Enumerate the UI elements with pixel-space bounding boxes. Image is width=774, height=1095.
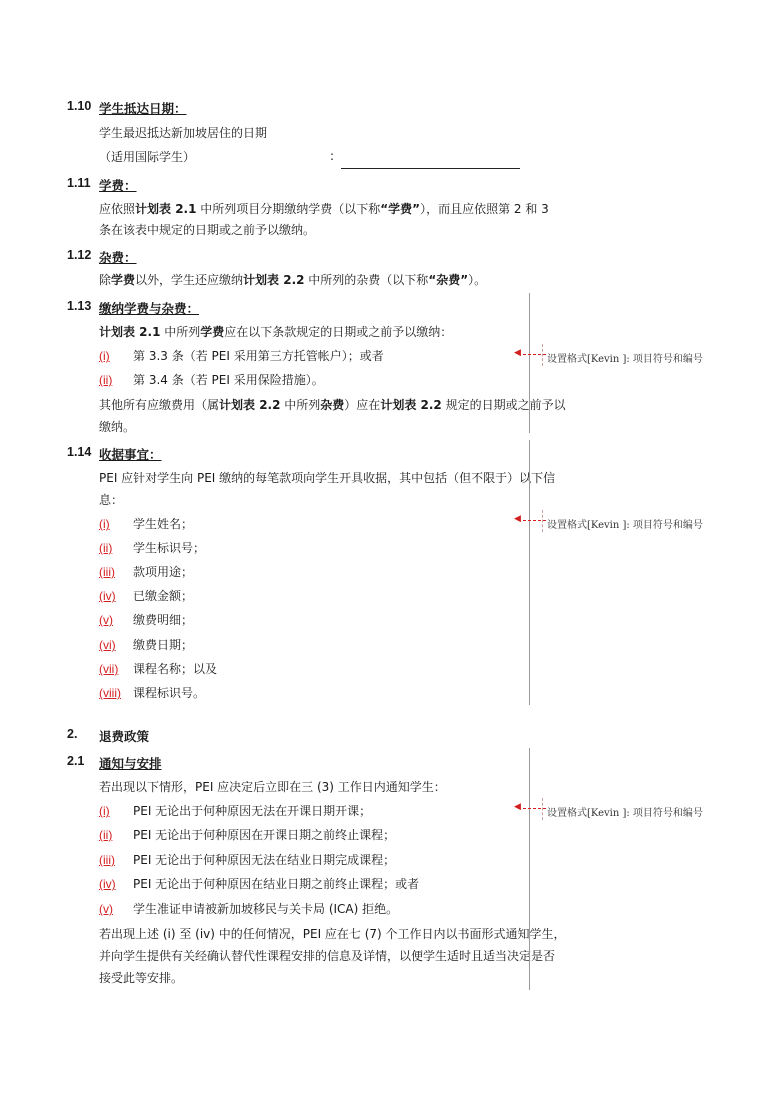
comment-box-edge: [542, 510, 543, 532]
paragraph-text: 息：: [99, 493, 124, 507]
arrow-left-icon: ◀: [514, 514, 521, 524]
arrow-left-icon: ◀: [514, 348, 521, 358]
section-number: 1.13: [67, 299, 92, 313]
fill-in-line: [341, 168, 520, 169]
section-heading: 通知与安排: [99, 756, 162, 771]
list-item: (ii) 学生标识号；: [99, 541, 206, 555]
list-item: (v) 学生准证申请被新加坡移民与关卡局 (ICA) 拒绝。: [99, 902, 399, 916]
list-marker: (ii): [99, 373, 113, 387]
paragraph-text: PEI 应针对学生向 PEI 缴纳的每笔款项向学生开具收据，其中包括（但不限于）以下信: [99, 471, 556, 485]
paragraph-text: 若出现上述 (i) 至 (iv) 中的任何情况，PEI 应在七 (7) 个工作日内以书面形式通知学生，: [99, 927, 566, 941]
section-heading: 学费：: [99, 178, 137, 193]
revision-bar: [529, 293, 530, 433]
list-item: (vi) 缴费日期；: [99, 638, 194, 652]
list-marker: (ii): [99, 828, 113, 842]
list-marker: (vii): [99, 662, 119, 676]
comment-text[interactable]: 设置格式[Kevin ]: 项目符号和编号: [547, 520, 703, 531]
paragraph-text: 计划表 2.1 中所列学费应在以下条款规定的日期或之前予以缴纳：: [99, 325, 453, 339]
list-item: (viii) 课程标识号。: [99, 686, 206, 700]
arrow-left-icon: ◀: [514, 802, 521, 812]
list-marker: (i): [99, 517, 110, 531]
section-heading: 退费政策: [99, 729, 150, 744]
paragraph-text: 缴纳。: [99, 420, 136, 434]
list-item: (i) 学生姓名；: [99, 517, 194, 531]
list-item: (i) PEI 无论出于何种原因无法在开课日期开课；: [99, 804, 372, 818]
colon: :: [330, 149, 335, 163]
revision-bar: [529, 440, 530, 705]
comment-box-edge: [542, 344, 543, 366]
paragraph-text: 若出现以下情形，PEI 应决定后立即在三 (3) 工作日内通知学生：: [99, 780, 446, 794]
list-item: (ii) PEI 无论出于何种原因在开课日期之前终止课程；: [99, 828, 396, 842]
section-heading: 杂费：: [99, 250, 137, 265]
list-marker: (v): [99, 902, 113, 916]
list-marker: (i): [99, 804, 110, 818]
section-number: 1.12: [67, 248, 92, 262]
list-item: (iii) PEI 无论出于何种原因无法在结业日期完成课程；: [99, 853, 396, 867]
list-marker: (i): [99, 349, 110, 363]
section-number: 1.10: [67, 99, 92, 113]
comment-box-edge: [542, 798, 543, 820]
section-heading: 学生抵达日期：: [99, 101, 187, 116]
paragraph-text: 应依照计划表 2.1 中所列项目分期缴纳学费（以下称“学费”），而且应依照第 2 和 3: [99, 202, 549, 216]
list-item: (iv) PEI 无论出于何种原因在结业日期之前终止课程；或者: [99, 877, 420, 891]
list-item: (i) 第 3.3 条（若 PEI 采用第三方托管帐户）；或者: [99, 349, 384, 363]
comment-text[interactable]: 设置格式[Kevin ]: 项目符号和编号: [547, 808, 703, 819]
section-number: 2.: [67, 727, 78, 741]
paragraph-text: 除学费以外，学生还应缴纳计划表 2.2 中所列的杂费（以下称“杂费”）。: [99, 273, 487, 287]
paragraph-text: （适用国际学生）: [99, 150, 196, 164]
section-heading: 缴纳学费与杂费：: [99, 301, 200, 316]
list-marker: (iv): [99, 877, 116, 891]
list-item: (v) 缴费明细；: [99, 613, 194, 627]
list-marker: (iii): [99, 565, 115, 579]
list-item: (iii) 款项用途；: [99, 565, 194, 579]
paragraph-text: 接受此等安排。: [99, 971, 184, 985]
list-marker: (iii): [99, 853, 115, 867]
list-marker: (v): [99, 613, 113, 627]
list-item: (iv) 已缴金额；: [99, 589, 194, 603]
paragraph-text: 学生最迟抵达新加坡居住的日期: [99, 126, 268, 140]
list-marker: (viii): [99, 686, 121, 700]
section-heading: 收据事宜：: [99, 447, 162, 462]
paragraph-text: 条在该表中规定的日期或之前予以缴纳。: [99, 223, 316, 237]
section-number: 1.14: [67, 445, 92, 459]
list-marker: (vi): [99, 638, 116, 652]
list-marker: (iv): [99, 589, 116, 603]
paragraph-text: 其他所有应缴费用（属计划表 2.2 中所列杂费）应在计划表 2.2 规定的日期或之前予以: [99, 398, 566, 412]
revision-bar: [529, 748, 530, 990]
paragraph-text: 并向学生提供有关经确认替代性课程安排的信息及详情，以便学生适时且适当决定是否: [99, 949, 556, 963]
section-number: 1.11: [67, 176, 91, 190]
list-item: (vii) 课程名称；以及: [99, 662, 218, 676]
comment-text[interactable]: 设置格式[Kevin ]: 项目符号和编号: [547, 354, 703, 365]
list-marker: (ii): [99, 541, 113, 555]
section-number: 2.1: [67, 754, 85, 768]
list-item: (ii) 第 3.4 条（若 PEI 采用保险措施）。: [99, 373, 324, 387]
